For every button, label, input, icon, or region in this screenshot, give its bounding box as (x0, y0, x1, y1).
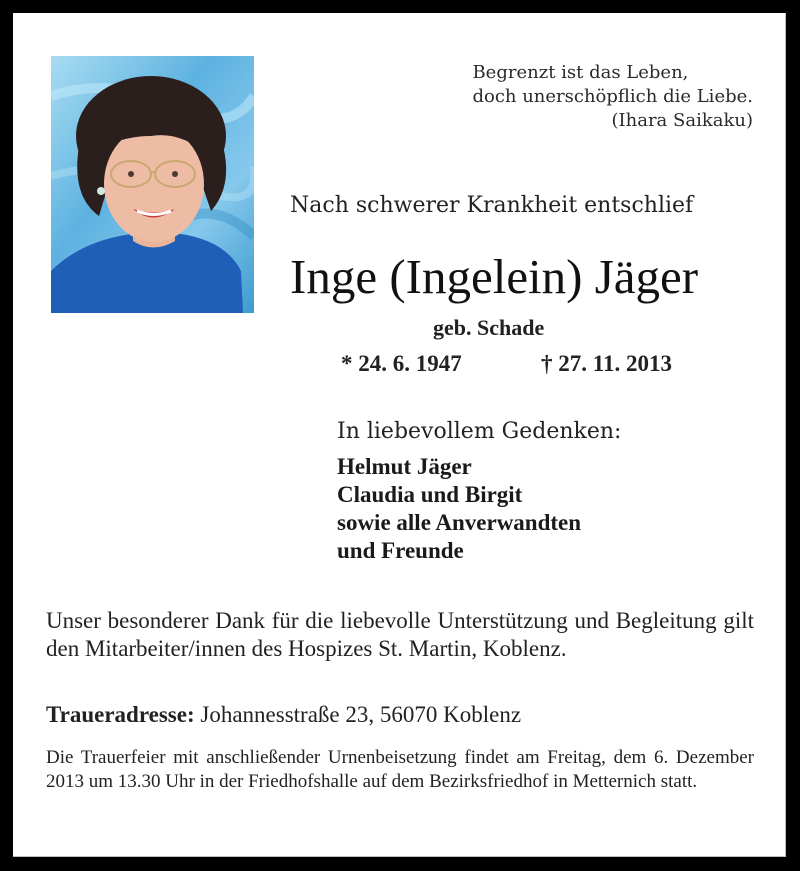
mourner: Claudia und Birgit (337, 482, 523, 507)
deceased-name: Inge (Ingelein) Jäger (290, 249, 699, 304)
intro-text: Nach schwerer Krankheit entschlief (290, 193, 694, 218)
quote-line-2: doch unerschöpflich die Liebe. (472, 86, 753, 107)
mourner: sowie alle Anverwandten (337, 510, 582, 535)
obituary-card (13, 13, 786, 857)
maiden-name: geb. Schade (433, 315, 545, 340)
quote-author: (Ihara Saikaku) (611, 110, 753, 131)
portrait-image (51, 56, 254, 313)
birth-date: * 24. 6. 1947 (341, 351, 462, 376)
address-value: Johannesstraße 23, 56070 Koblenz (194, 702, 522, 727)
mourner: und Freunde (337, 538, 464, 563)
mourners-list (337, 453, 581, 565)
portrait-photo (51, 56, 254, 313)
thanks-paragraph: Unser besonderer Dank für die liebevolle Unterstützung und Begleitung gilt den Mitarbeiter/innen des Hospizes St. Martin, Koblenz. (46, 608, 754, 661)
quote-line-1: Begrenzt ist das Leben, (472, 62, 689, 83)
quote (472, 61, 753, 133)
death-date: † 27. 11. 2013 (541, 351, 672, 376)
mourning-address (46, 702, 521, 728)
memorial-heading: In liebevollem Gedenken: (337, 419, 622, 444)
address-label: Traueradresse: (46, 702, 195, 727)
mourner: Helmut Jäger (337, 454, 472, 479)
ceremony-paragraph: Die Trauerfeier mit anschließender Urnenbeisetzung findet am Freitag, dem 6. Dezember 2013 um 13.30 Uhr in der Friedhofshalle auf dem Bezirksfriedhof in Metternich statt. (46, 747, 754, 792)
